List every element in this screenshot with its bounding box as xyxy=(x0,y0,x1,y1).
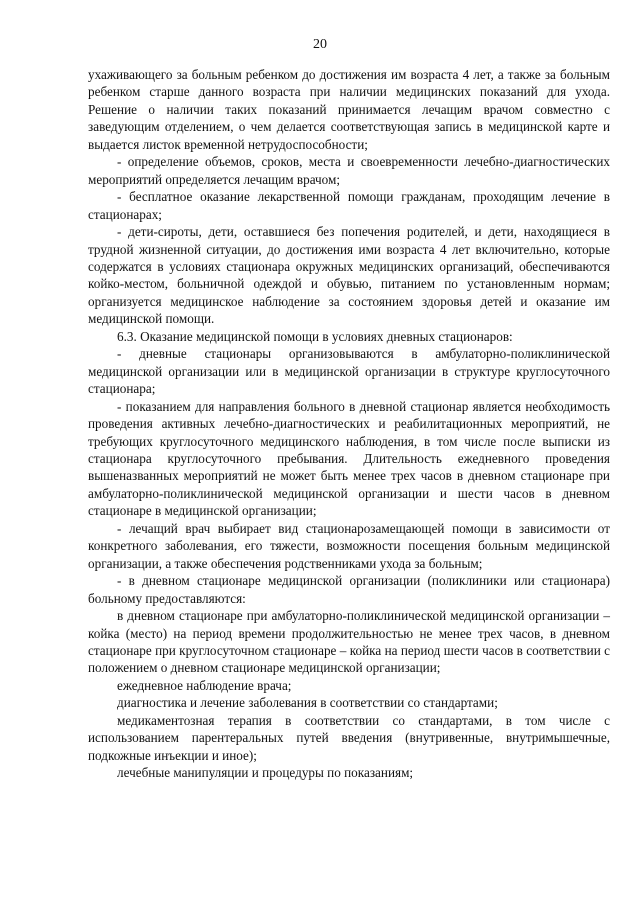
list-item-day-hospital-organization: - дневные стационары организовываются в амбулаторно-поликлинической медицинской организации или в медицинской организации в структуре круглосуточного стационара; xyxy=(88,346,610,397)
list-item-referral-indication: - показанием для направления больного в дневной стационар является необходимость проведения активных лечебно-диагностических и реабилитационных мероприятий, не требующих круглосуточного медицинского наблюдения, в том числе после выписки из стационара круглосуточного пребывания. Длительность ежедневного проведения вышеназванных мероприятий не может быть менее трех часов в дневном стационаре при амбулаторно-поликлинической медицинской организации и шести часов в дневном стационаре в медицинской организации; xyxy=(88,398,610,519)
list-item-treatment-scope: - определение объемов, сроков, места и своевременности лечебно-диагностических мероприятий определяется лечащим врачом; xyxy=(88,154,610,187)
list-item-provided-services: - в дневном стационаре медицинской организации (поликлиники или стационара) больному предоставляются: xyxy=(88,573,610,606)
service-drug-therapy: медикаментозная терапия в соответствии со стандартами, в том числе с использованием парентеральных путей введения (внутривенные, внутримышечные, подкожные инъекции и иное); xyxy=(88,712,610,763)
document-body xyxy=(88,66,610,782)
list-item-orphan-children: - дети-сироты, дети, оставшиеся без попечения родителей, и дети, находящиеся в трудной жизненной ситуации, до достижения ими возраста 4 лет включительно, которые содержатся в условиях стационара окружных медицинских организаций, обеспечиваются койко-местом, больничной одеждой и обувью, питанием по установленным нормам; организуется медицинское наблюдение за состоянием здоровья детей и оказание им медицинской помощи. xyxy=(88,224,610,327)
service-daily-observation: ежедневное наблюдение врача; xyxy=(117,677,292,693)
list-item-doctor-choice: - лечащий врач выбирает вид стационарозамещающей помощи в зависимости от конкретного заболевания, его тяжести, возможности посещения больным медицинской организации, а также обеспечения родственниками ухода за больным; xyxy=(88,520,610,571)
list-item-free-medication: - бесплатное оказание лекарственной помощи гражданам, проходящим лечение в стационарах; xyxy=(88,189,610,222)
service-diagnostics: диагностика и лечение заболевания в соответствии со стандартами; xyxy=(117,695,498,711)
paragraph-continuation: ухаживающего за больным ребенком до достижения им возраста 4 лет, а также за больным ребенком старше данного возраста при наличии медицинских показаний для ухода. Решение о наличии таких показаний принимается лечащим врачом совместно с заведующим отделением, о чем делается соответствующая запись в медицинской карте и выдается листок временной нетрудоспособности; xyxy=(88,67,610,152)
page-number: 20 xyxy=(313,37,327,52)
service-procedures: лечебные манипуляции и процедуры по показаниям; xyxy=(117,765,414,781)
service-bed-place: в дневном стационаре при амбулаторно-поликлинической медицинской организации – койка (место) на период времени продолжительностью не менее трех часов, в дневном стационаре при круглосуточном стационаре – койка на период шести часов в соответствии с положением о дневном стационаре медицинской организации; xyxy=(88,608,610,676)
section-heading-6-3: 6.3. Оказание медицинской помощи в условиях дневных стационаров: xyxy=(117,328,513,344)
